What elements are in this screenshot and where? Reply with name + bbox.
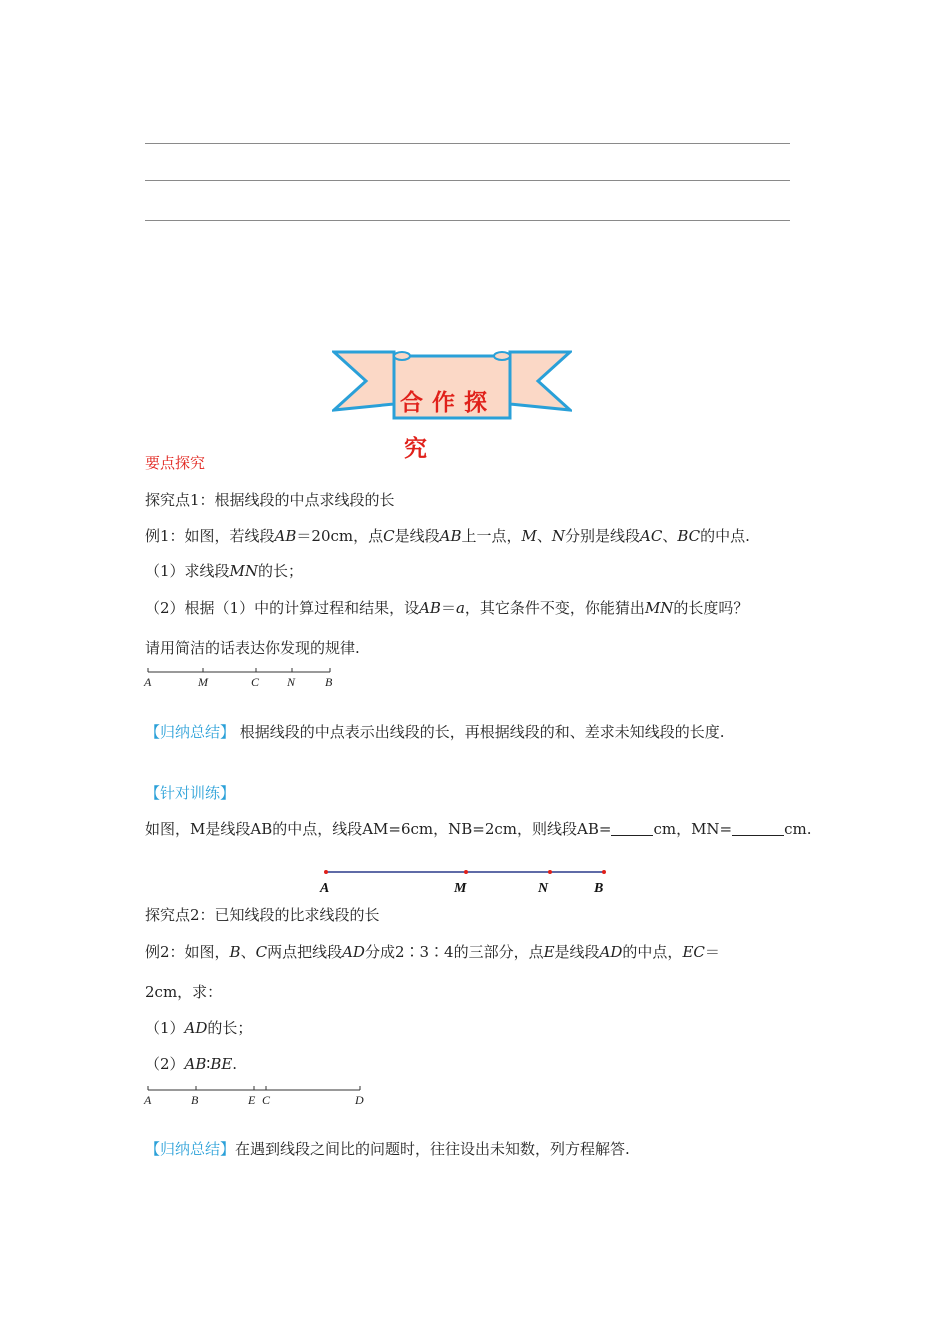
- fig2-label-n: N: [538, 881, 549, 896]
- segment-figure-3: [140, 1082, 380, 1112]
- fig2-label-m: M: [454, 881, 467, 896]
- summary-1: 【归纳总结】 根据线段的中点表示出线段的长，再根据线段的和、差求未知线段的长度.: [145, 723, 725, 741]
- example2-text-cont: 2cm，求：: [145, 983, 223, 1001]
- example2-question2: （2）AB∶BE.: [145, 1055, 238, 1073]
- answer-line-3: [145, 220, 790, 221]
- banner-title-line1: 合作探: [400, 390, 496, 416]
- segment-figure-2: [316, 864, 616, 898]
- fig1-label-c: C: [251, 675, 260, 689]
- example1-question2: （2）根据（1）中的计算过程和结果，设AB＝a，其它条件不变，你能猜出MN的长度吗？: [145, 599, 749, 617]
- fig2-label-b: B: [594, 881, 604, 896]
- answer-line-2: [145, 180, 790, 181]
- banner-title-line2: 究: [404, 436, 427, 462]
- fig1-label-m: M: [198, 675, 208, 689]
- fig3-label-d: D: [355, 1093, 364, 1107]
- fig3-label-e: E: [248, 1093, 256, 1107]
- example1-text: 例1：如图，若线段AB＝20cm，点C是线段AB上一点，M、N分别是线段AC、BC的中点.: [145, 527, 750, 545]
- fig2-label-a: A: [320, 881, 330, 896]
- point2-title: 探究点2：已知线段的比求线段的长: [145, 906, 380, 924]
- fig1-label-b: B: [325, 675, 333, 689]
- fig3-label-a: A: [144, 1093, 152, 1107]
- example2-text: 例2：如图，B、C两点把线段AD分成2∶3∶4的三部分，点E是线段AD的中点，EC＝: [145, 943, 720, 961]
- fig3-label-b: B: [191, 1093, 199, 1107]
- section-title: 要点探究: [145, 454, 206, 472]
- example1-question2-cont: 请用简洁的话表达你发现的规律.: [145, 639, 360, 657]
- summary-2: 【归纳总结】在遇到线段之间比的问题时，往往设出未知数，列方程解答.: [145, 1140, 630, 1158]
- training-tag: 【针对训练】: [145, 784, 236, 802]
- point1-title: 探究点1：根据线段的中点求线段的长: [145, 491, 395, 509]
- training-text: 如图，M是线段AB的中点，线段AM=6cm，NB=2cm，则线段AB= cm，MN= cm.: [145, 820, 812, 838]
- example2-question1: （1）AD的长；: [145, 1019, 253, 1037]
- answer-line-1: [145, 143, 790, 144]
- segment-figure-1: [140, 664, 350, 694]
- fig1-label-n: N: [287, 675, 296, 689]
- example1-question1: （1）求线段MN的长；: [145, 562, 304, 580]
- fig3-label-c: C: [262, 1093, 271, 1107]
- fig1-label-a: A: [144, 675, 152, 689]
